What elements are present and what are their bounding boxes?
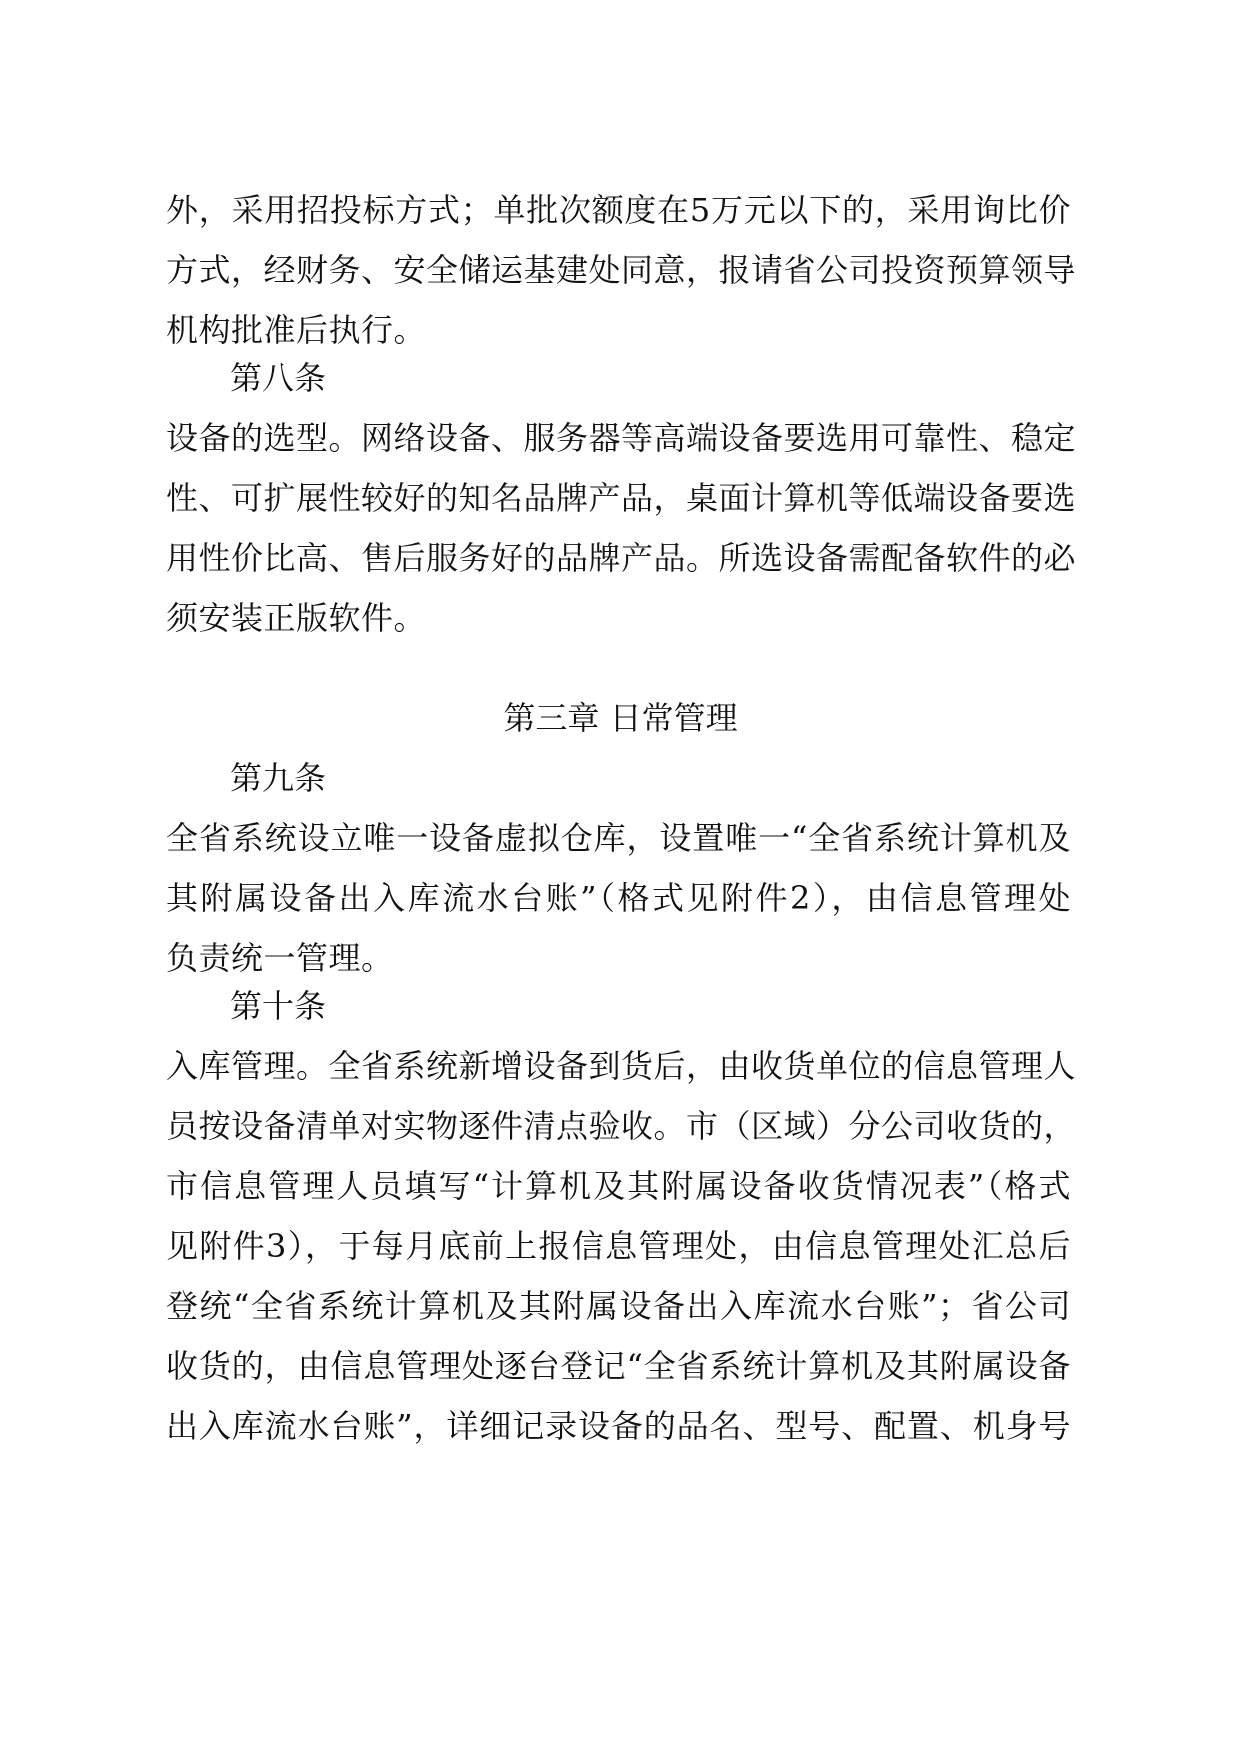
paragraph-line: 须安装正版软件。: [166, 599, 427, 637]
paragraph-line: 机构批准后执行。: [166, 311, 427, 349]
paragraph-line: 全省系统设立唯一设备虚拟仓库，设置唯一“全省系统计算机及: [166, 819, 1071, 857]
paragraph-line: 登统“全省系统计算机及其附属设备出入库流水台账”；省公司: [166, 1287, 1071, 1325]
chapter-title: 第三章 日常管理: [503, 699, 738, 737]
article-10-heading: 第十条: [230, 987, 327, 1025]
paragraph-line: 收货的，由信息管理处逐台登记“全省系统计算机及其附属设备: [166, 1347, 1071, 1385]
paragraph-line: 见附件3），于每月底前上报信息管理处，由信息管理处汇总后: [166, 1227, 1071, 1265]
article-9-heading: 第九条: [230, 759, 327, 797]
paragraph-line: 设备的选型。网络设备、服务器等高端设备要选用可靠性、稳定: [166, 419, 1077, 457]
paragraph-line: 出入库流水台账”，详细记录设备的品名、型号、配置、机身号: [166, 1407, 1071, 1445]
paragraph-line: 其附属设备出入库流水台账”（格式见附件2），由信息管理处: [166, 879, 1071, 917]
paragraph-line: 方式，经财务、安全储运基建处同意，报请省公司投资预算领导: [166, 251, 1077, 289]
paragraph-line: 市信息管理人员填写“计算机及其附属设备收货情况表”（格式: [166, 1167, 1071, 1205]
paragraph-line: 入库管理。全省系统新增设备到货后，由收货单位的信息管理人: [166, 1047, 1077, 1085]
paragraph-line: 员按设备清单对实物逐件清点验收。市（区域）分公司收货的，: [166, 1107, 1077, 1145]
article-8-heading: 第八条: [230, 359, 327, 397]
paragraph-line: 外，采用招投标方式；单批次额度在5万元以下的，采用询比价: [166, 191, 1071, 229]
paragraph-line: 性、可扩展性较好的知名品牌产品，桌面计算机等低端设备要选: [166, 479, 1077, 517]
paragraph-line: 用性价比高、售后服务好的品牌产品。所选设备需配备软件的必: [166, 539, 1077, 577]
paragraph-line: 负责统一管理。: [166, 939, 394, 977]
